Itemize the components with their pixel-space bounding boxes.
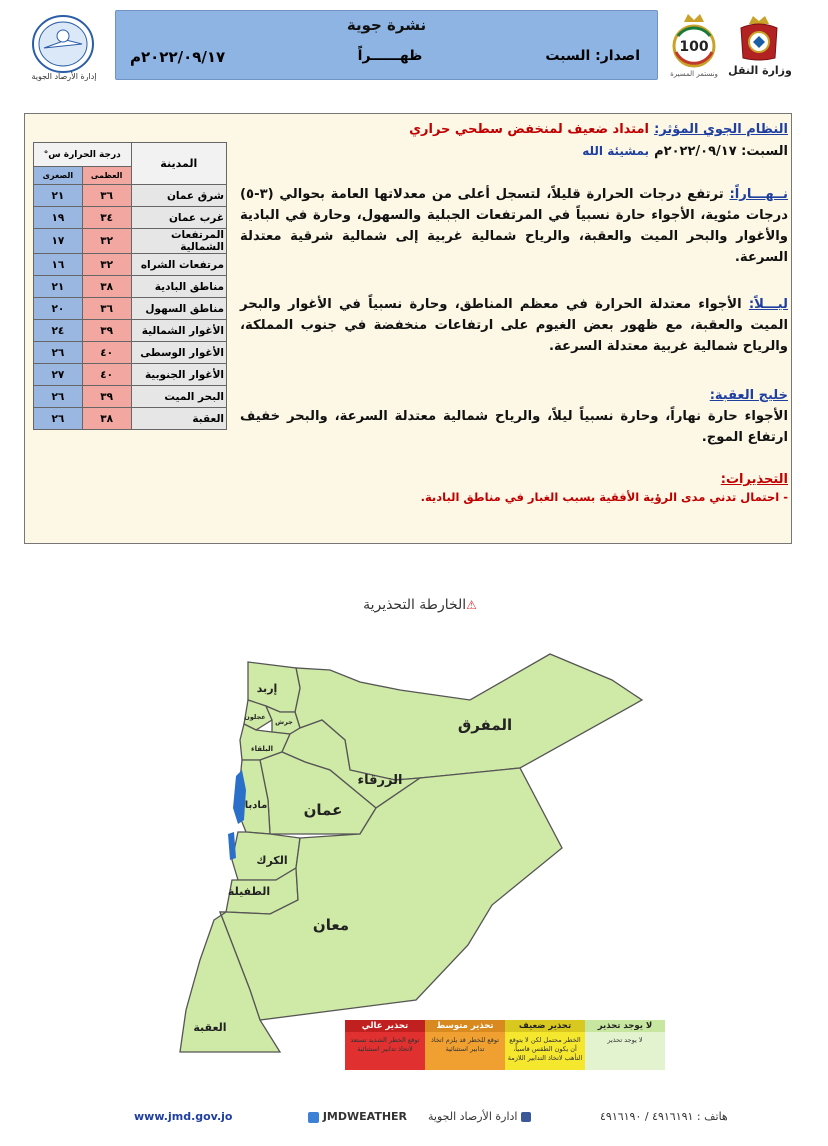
- min-cell: ١٧: [34, 229, 83, 254]
- max-cell: ٤٠: [82, 364, 131, 386]
- jordan-warning-map: [160, 618, 650, 1058]
- min-cell: ٢٦: [34, 342, 83, 364]
- night-text: الأجواء معتدلة الحرارة في معظم المناطق، وحارة نسبياً في الأغوار والبحر الميت والعقبة، مع ظهور بعض الغيوم على ارتفاعات منخفضة في جنوب المملكة، والرياح شمالية غربية معتدلة السرعة.: [240, 297, 788, 354]
- table-row: [34, 364, 227, 386]
- warnings-heading: [240, 468, 788, 487]
- night-label: ليـــلاً:: [748, 297, 789, 312]
- table-row: [34, 254, 227, 276]
- twitter-handle[interactable]: [308, 1110, 407, 1123]
- label-jerash: جرش: [275, 718, 293, 726]
- facebook-icon: [521, 1112, 531, 1122]
- city-cell: الأغوار الشمالية: [131, 320, 226, 342]
- max-header: العظمى: [82, 167, 131, 185]
- warnings-text: - احتمال تدني مدى الرؤية الأفقية بسبب الغبار في مناطق البادية.: [420, 490, 788, 504]
- label-zarqa: الزرقاء: [357, 773, 403, 788]
- legend-medium-title: تحذير متوسط: [425, 1020, 505, 1032]
- city-cell: الأغوار الوسطى: [131, 342, 226, 364]
- label-aqaba: العقبة: [193, 1021, 227, 1034]
- city-cell: مرتفعات الشراه: [131, 254, 226, 276]
- legend-low-desc: الخطر محتمل لكن لا يتوقع أن يكون الطقس قاسياً، التأهب لاتخاذ التدابير اللازمة: [505, 1032, 585, 1070]
- night-forecast: [240, 294, 788, 357]
- table-row: [34, 207, 227, 229]
- city-cell: العقبة: [131, 408, 226, 430]
- label-ajloun: عجلون: [244, 713, 266, 721]
- map-title: [340, 597, 500, 613]
- max-cell: ٣٢: [82, 254, 131, 276]
- label-madaba: مادبا: [244, 800, 268, 811]
- inshallah-text: بمشيئة الله: [582, 144, 650, 158]
- min-cell: ٢١: [34, 276, 83, 298]
- min-cell: ٢٠: [34, 298, 83, 320]
- table-row: [34, 408, 227, 430]
- table-row: [34, 386, 227, 408]
- min-cell: ١٩: [34, 207, 83, 229]
- legend-none-desc: لا يوجد تحذير: [585, 1032, 665, 1070]
- legend-high-desc: توقع الخطر الشديد تستعد لاتخاذ تدابير استثنائية: [345, 1032, 425, 1070]
- phone-numbers: هاتف : ٤٩١٦١٩١ / ٤٩١٦١٩٠: [600, 1110, 728, 1123]
- max-cell: ٤٠: [82, 342, 131, 364]
- centennial-label: ونستمر المسيرة: [670, 70, 718, 78]
- min-cell: ٢٦: [34, 386, 83, 408]
- synoptic-label: النظام الجوي المؤثر:: [654, 122, 788, 137]
- website-link[interactable]: www.jmd.gov.jo: [134, 1110, 233, 1123]
- city-cell: مناطق البادية: [131, 276, 226, 298]
- forecast-date: السبت: ٢٠٢٢/٠٩/١٧م: [654, 144, 788, 159]
- synoptic-line: [240, 118, 788, 137]
- aqaba-label: خليج العقبة:: [709, 388, 788, 403]
- city-cell: الأغوار الجنوبية: [131, 364, 226, 386]
- max-cell: ٣٢: [82, 229, 131, 254]
- label-irbid: إربد: [256, 682, 278, 695]
- warning-triangle-icon: ⚠: [466, 598, 477, 612]
- label-tafilah: الطفيلة: [227, 885, 271, 898]
- min-cell: ٢١: [34, 185, 83, 207]
- facebook-handle[interactable]: [428, 1110, 531, 1123]
- city-cell: شرق عمان: [131, 185, 226, 207]
- ministry-label: وزارة النقل: [728, 64, 792, 77]
- legend-high-title: تحذير عالي: [345, 1020, 425, 1032]
- max-cell: ٣٤: [82, 207, 131, 229]
- aqaba-forecast: الأجواء حارة نهاراً، وحارة نسبياً ليلاً، والرياح شمالية معتدلة السرعة، والبحر خفيف ارتفاع الموج.: [240, 409, 788, 445]
- temperature-table: [33, 142, 227, 430]
- twitter-icon: [308, 1112, 319, 1123]
- bulletin-title: نشرة جوية: [346, 16, 427, 34]
- table-row: [34, 342, 227, 364]
- legend-low-title: تحذير ضعيف: [505, 1020, 585, 1032]
- min-cell: ١٦: [34, 254, 83, 276]
- max-cell: ٣٨: [82, 276, 131, 298]
- min-header: الصغرى: [34, 167, 83, 185]
- max-cell: ٣٨: [82, 408, 131, 430]
- warnings-label: التحذيرات:: [720, 472, 788, 487]
- city-header: المدينة: [131, 143, 226, 185]
- label-maan: معان: [312, 916, 350, 934]
- city-cell: غرب عمان: [131, 207, 226, 229]
- city-cell: مناطق السهول: [131, 298, 226, 320]
- day-text: ترتفع درجات الحرارة قليلاً، لتسجل أعلى من معدلاتها العامة بحوالي (٣-٥) درجات مئوية، الأجواء حارة نسبياً في المرتفعات الجبلية والسهول، وحارة في البادية والأغوار والبحر الميت والعقبة، والرياح شمالية غربية إلى شمالية شرقية معتدلة السرعة.: [240, 187, 788, 265]
- max-cell: ٣٩: [82, 320, 131, 342]
- min-cell: ٢٧: [34, 364, 83, 386]
- legend-medium: [425, 1020, 505, 1070]
- max-cell: ٣٦: [82, 185, 131, 207]
- legend-low: [505, 1020, 585, 1070]
- dept-label: إدارة الأرصاد الجوية: [31, 72, 97, 81]
- synoptic-value: امتداد ضعيف لمنخفض سطحي حراري: [409, 122, 649, 137]
- twitter-text: JMDWEATHER: [322, 1110, 408, 1123]
- issue-day: اصدار: السبت: [545, 48, 640, 64]
- label-amman: عمان: [303, 801, 343, 819]
- issue-date: ٢٠٢٢/٠٩/١٧م: [130, 48, 226, 66]
- jordan-crest-icon: [733, 14, 785, 62]
- table-row: [34, 229, 227, 254]
- facebook-text: ادارة الأرصاد الجوية: [428, 1110, 518, 1123]
- date-line: [240, 140, 788, 159]
- forecast-text-area: [240, 116, 788, 541]
- temp-header: درجة الحرارة س°: [34, 143, 132, 167]
- label-karak: الكرك: [256, 854, 288, 867]
- table-row: [34, 298, 227, 320]
- label-mafraq: المفرق: [457, 716, 513, 734]
- legend-none: [585, 1020, 665, 1070]
- legend-medium-desc: توقع للخطر قد يلزم اتخاذ تدابير استثنائية: [425, 1032, 505, 1070]
- centennial-logo: [668, 12, 720, 70]
- logo-100-number: 100: [679, 39, 709, 55]
- aqaba-heading: [240, 384, 788, 403]
- min-cell: ٢٤: [34, 320, 83, 342]
- day-label: نــهـــاراً:: [729, 187, 788, 202]
- table-row: [34, 185, 227, 207]
- max-cell: ٣٩: [82, 386, 131, 408]
- label-balqa: البلقاء: [251, 745, 273, 753]
- table-row: [34, 320, 227, 342]
- legend-none-title: لا يوجد تحذير: [585, 1020, 665, 1032]
- day-forecast: [240, 184, 788, 268]
- dead-sea-south-shape: [228, 832, 236, 860]
- table-row: [34, 276, 227, 298]
- issue-time: ظهــــــراً: [357, 48, 423, 64]
- legend-high: [345, 1020, 425, 1070]
- warning-legend: [345, 1020, 665, 1070]
- city-cell: البحر الميت: [131, 386, 226, 408]
- min-cell: ٢٦: [34, 408, 83, 430]
- max-cell: ٣٦: [82, 298, 131, 320]
- city-cell: المرتفعات الشمالية: [131, 229, 226, 254]
- map-title-text: الخارطة التحذيرية: [363, 597, 467, 613]
